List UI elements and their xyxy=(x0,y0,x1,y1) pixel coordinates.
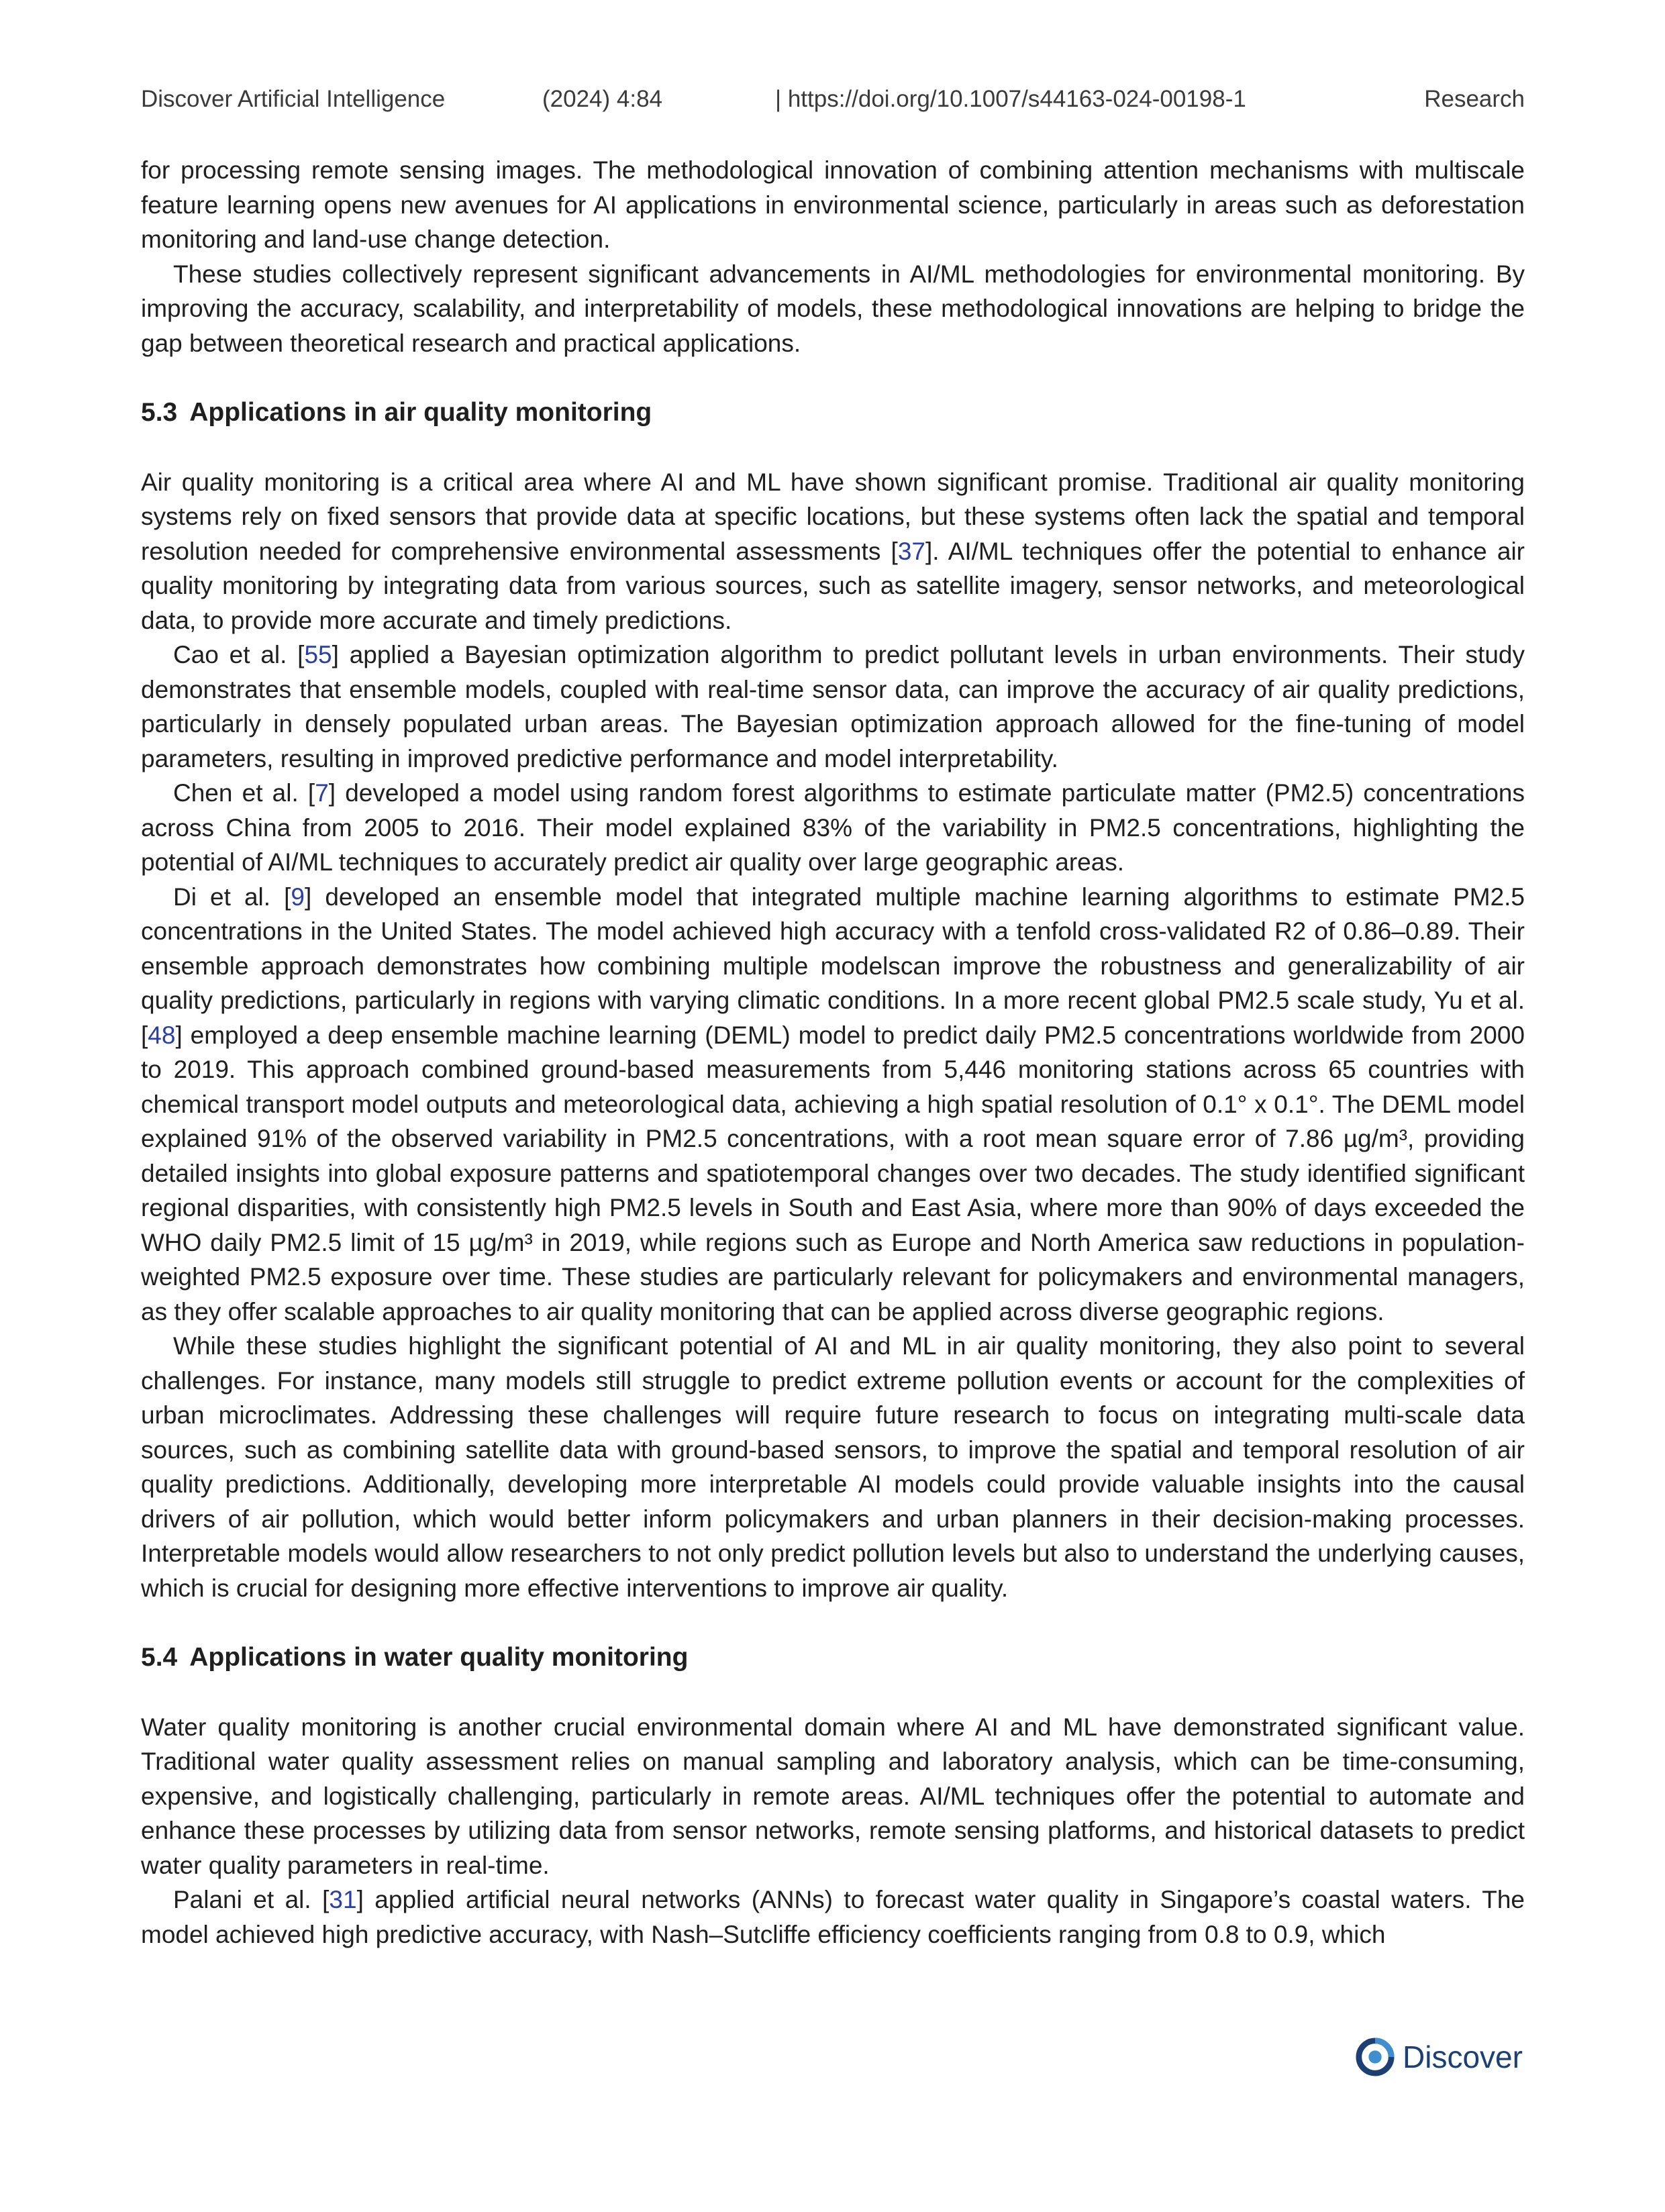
citation-link[interactable]: 7 xyxy=(315,779,329,807)
section-title: Applications in water quality monitoring xyxy=(189,1643,689,1672)
paragraph: Cao et al. [55] applied a Bayesian optimization algorithm to predict pollutant levels in urban environments. Their study demonstrates that ensemble models, coupled with real-time sensor data, can improve the accuracy of air quality predictions, particularly in densely populated urban areas. The Bayesian optimization approach allowed for the fine-tuning of model parameters, resulting in improved predictive performance and model interpretability. xyxy=(141,641,1525,772)
citation-link[interactable]: 31 xyxy=(329,1886,357,1913)
citation-link[interactable]: 37 xyxy=(897,537,925,565)
citation-link[interactable]: 55 xyxy=(304,641,332,668)
year-volume: (2024) 4:84 xyxy=(542,86,663,112)
paragraph: Chen et al. [7] developed a model using random forest algorithms to estimate particulate matter (PM2.5) concentrations across China from 2005 to 2016. Their model explained 83% of the variability in PM2.5 concentrations, highlighting the potential of AI/ML techniques to accurately predict air quality over large geographic areas. xyxy=(141,779,1525,876)
paragraph: Di et al. [9] developed an ensemble model that integrated multiple machine learning algorithms to estimate PM2.5 concentrations in the United States. The model achieved high accuracy with a tenfold cross-validated R2 of 0.86–0.89. Their ensemble approach demonstrates how combining multiple modelscan improve the robustness and generalizability of air quality predictions, particularly in regions with varying climatic conditions. In a more recent global PM2.5 scale study, Yu et al. [48] employed a deep ensemble machine learning (DEML) model to predict daily PM2.5 concentrations worldwide from 2000 to 2019. This approach combined ground-based measurements from 5,446 monitoring stations across 65 countries with chemical transport model outputs and meteorological data, achieving a high spatial resolution of 0.1° x 0.1°. The DEML model explained 91% of the observed variability in PM2.5 concentrations, with a root mean square error of 7.86 µg/m³, providing detailed insights into global exposure patterns and spatiotemporal changes over two decades. The study identified significant regional disparities, with consistently high PM2.5 levels in South and East Asia, where more than 90% of days exceeded the WHO daily PM2.5 limit of 15 µg/m³ in 2019, while regions such as Europe and North America saw reductions in population-weighted PM2.5 exposure over time. These studies are particularly relevant for policymakers and environmental managers, as they offer scalable approaches to air quality monitoring that can be applied across diverse geographic regions. xyxy=(141,883,1525,1325)
logo-wordmark: Discover xyxy=(1403,2040,1523,2074)
paragraph: Water quality monitoring is another crucial environmental domain where AI and ML have demonstrated significant value. Traditional water quality assessment relies on manual sampling and laboratory analysis, which can be time-consuming, expensive, and logistically challenging, particularly in remote areas. AI/ML techniques offer the potential to automate and enhance these processes by utilizing data from sensor networks, remote sensing platforms, and historical datasets to predict water quality parameters in real-time. xyxy=(141,1713,1525,1879)
section-number: 5.3 xyxy=(141,398,178,427)
discover-logo xyxy=(1356,2035,1530,2079)
discover-logo-icon xyxy=(1356,2038,1395,2076)
doi-link[interactable]: | https://doi.org/10.1007/s44163-024-00198-1 xyxy=(775,86,1246,112)
running-header xyxy=(141,86,1525,126)
journal-name: Discover Artificial Intelligence xyxy=(141,86,446,112)
paragraph: Palani et al. [31] applied artificial neural networks (ANNs) to forecast water quality in Singapore’s coastal waters. The model achieved high predictive accuracy, with Nash–Sutcliffe efficiency coefficients ranging from 0.8 to 0.9, which xyxy=(141,1886,1525,1948)
article-type: Research xyxy=(1424,86,1525,112)
citation-link[interactable]: 9 xyxy=(291,883,305,911)
paragraph: Air quality monitoring is a critical area where AI and ML have shown significant promise. Traditional air quality monitoring systems rely on fixed sensors that provide data at specific locations, but these systems often lack the spatial and temporal resolution needed for comprehensive environmental assessments [37]. AI/ML techniques offer the potential to enhance air quality monitoring by integrating data from various sources, such as satellite imagery, sensor networks, and meteorological data, to provide more accurate and timely predictions. xyxy=(141,468,1525,634)
article-body xyxy=(141,153,1525,1952)
section-heading-5-3 xyxy=(141,395,1525,430)
paragraph: for processing remote sensing images. The methodological innovation of combining attention mechanisms with multiscale feature learning opens new avenues for AI applications in environmental science, particularly in areas such as deforestation monitoring and land-use change detection. xyxy=(141,156,1525,253)
section-heading-5-4 xyxy=(141,1640,1525,1675)
paragraph: While these studies highlight the significant potential of AI and ML in air quality monitoring, they also point to several challenges. For instance, many models still struggle to predict extreme pollution events or account for the complexities of urban microclimates. Addressing these challenges will require future research to focus on integrating multi-scale data sources, such as combining satellite data with ground-based sensors, to improve the spatial and temporal resolution of air quality predictions. Additionally, developing more interpretable AI models could provide valuable insights into the causal drivers of air pollution, which would better inform policymakers and urban planners in their decision-making processes. Interpretable models would allow researchers to not only predict pollution levels but also to understand the underlying causes, which is crucial for designing more effective interventions to improve air quality. xyxy=(141,1332,1525,1602)
citation-link[interactable]: 48 xyxy=(148,1021,176,1049)
paragraph: These studies collectively represent significant advancements in AI/ML methodologies for environmental monitoring. By improving the accuracy, scalability, and interpretability of models, these methodological innovations are helping to bridge the gap between theoretical research and practical applications. xyxy=(141,260,1525,357)
section-number: 5.4 xyxy=(141,1643,178,1672)
section-title: Applications in air quality monitoring xyxy=(189,398,652,427)
